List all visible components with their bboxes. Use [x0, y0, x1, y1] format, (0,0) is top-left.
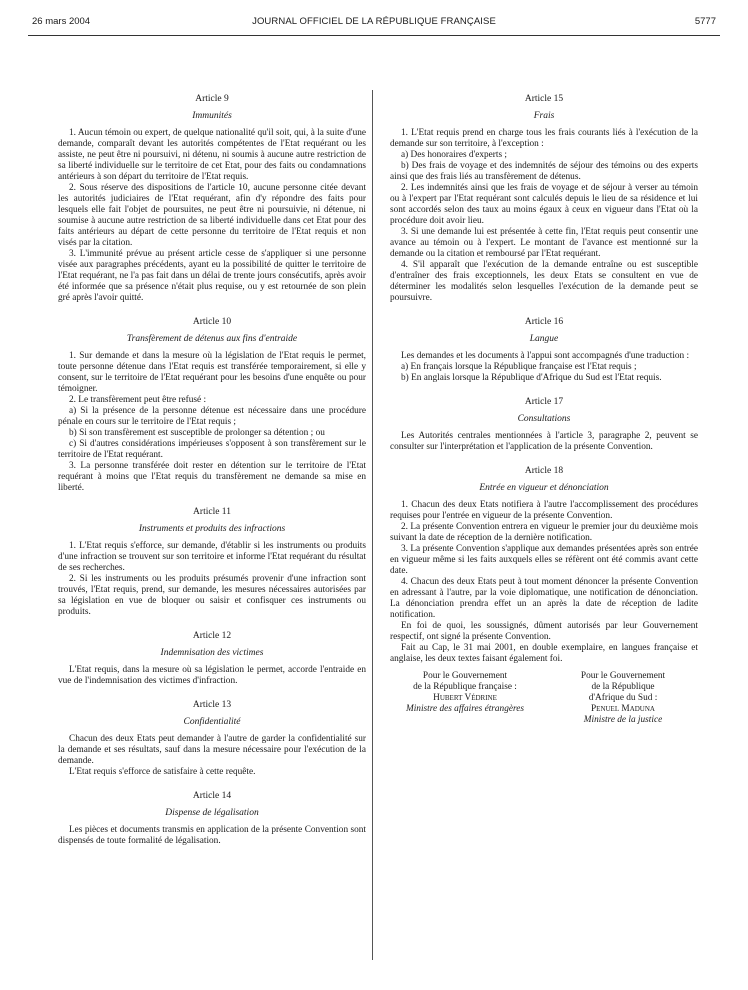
paragraph: b) En anglais lorsque la République d'Afrique du Sud est l'Etat requis. — [401, 373, 662, 383]
paragraph: b) Si son transfèrement est susceptible de prolonger sa détention ; ou — [69, 428, 325, 438]
article-subtitle: Immunités — [192, 111, 232, 121]
article-subtitle: Langue — [529, 334, 559, 344]
article-10 — [58, 317, 366, 494]
header-rule — [28, 35, 720, 36]
page-number: 5777 — [694, 16, 716, 27]
article-16 — [390, 317, 698, 384]
paragraph: 1. L'Etat requis prend en charge tous les frais courants liés à l'exécution de la demande sur son territoire, à l'exception : — [390, 128, 698, 149]
article-subtitle: Transfèrement de détenus aux fins d'entraide — [126, 334, 298, 344]
paragraph: 1. L'Etat requis s'efforce, sur demande, d'établir si les instruments ou produits d'une infraction se trouvent sur son territoire et informe l'Etat requérant du résultat de ses recherches. — [58, 541, 366, 573]
article-11 — [58, 507, 366, 618]
article-heading: Article 13 — [192, 700, 232, 710]
article-subtitle: Instruments et produits des infractions — [138, 524, 286, 534]
paragraph: a) Des honoraires d'experts ; — [401, 150, 507, 160]
article-12 — [58, 631, 366, 687]
paragraph: b) Des frais de voyage et des indemnités de séjour des témoins ou des experts ainsi que des frais liés au transfèrement de détenus. — [390, 161, 698, 182]
paragraph: Chacun des deux Etats peut demander à l'autre de garder la confidentialité sur la demande et ses résultats, sauf dans la mesure nécessaire pour l'exécution de la demande. — [58, 734, 366, 766]
article-subtitle: Confidentialité — [183, 717, 241, 727]
paragraph: 1. Aucun témoin ou expert, de quelque nationalité qu'il soit, qui, à la suite d'une demande, comparaît devant les autorités compétentes de l'Etat requérant ou les assiste, ne peut être ni poursuivi, ni détenu, ni soumis à aucune autre restriction de sa liberté individuelle sur le territoire de cet Etat, pour des faits ou condamnations antérieurs à son départ du territoire de l'Etat requis. — [58, 128, 366, 182]
paragraph: c) Si d'autres considérations impérieuses s'opposent à son transfèrement sur le territoire de l'Etat requérant. — [58, 439, 366, 460]
paragraph: 4. Chacun des deux Etats peut à tout moment dénoncer la présente Convention en adressant à l'autre, par la voie diplomatique, une notification de dénonciation. La dénonciation prendra effet un an après la date de réception de ladite notification. — [390, 577, 698, 620]
page-header — [32, 16, 716, 30]
paragraph: En foi de quoi, les soussignés, dûment autorisés par leur Gouvernement respectif, ont signé la présente Convention. — [390, 621, 698, 642]
signature-line: Pour le Gouvernement — [422, 671, 508, 681]
signatory-name: Penuel Maduna — [591, 704, 655, 714]
article-subtitle: Frais — [533, 111, 555, 121]
header-date: 26 mars 2004 — [32, 16, 91, 27]
paragraph: 3. La personne transférée doit rester en détention sur le territoire de l'Etat requérant à moins que l'Etat requis du transfèrement ne demande sa mise en liberté. — [58, 461, 366, 493]
article-9 — [58, 94, 366, 304]
signatures — [390, 671, 698, 726]
signatory-name: Hubert Védrine — [433, 693, 497, 703]
paragraph: 2. Si les instruments ou les produits présumés provenir d'une infraction sont trouvés, l'Etat requis, prend, sur demande, les mesures nécessaires autorisées par sa législation en vue de bloquer ou saisir et confisquer ces instruments ou produits. — [58, 574, 366, 617]
signature-france — [390, 671, 540, 726]
article-18 — [390, 466, 698, 665]
column-divider — [372, 90, 373, 960]
paragraph: L'Etat requis, dans la mesure où sa législation le permet, accorde l'entraide en vue de l'indemnisation des victimes d'infraction. — [58, 665, 366, 686]
paragraph: 2. La présente Convention entrera en vigueur le premier jour du deuxième mois suivant la date de réception de la dernière notification. — [390, 522, 698, 543]
article-heading: Article 10 — [192, 317, 232, 327]
paragraph: a) Si la présence de la personne détenue est nécessaire dans une procédure pénale en cours sur le territoire de l'Etat requis ; — [58, 406, 366, 427]
journal-title: JOURNAL OFFICIEL DE LA RÉPUBLIQUE FRANÇAISE — [252, 16, 496, 27]
article-subtitle: Dispense de légalisation — [165, 808, 259, 818]
article-heading: Article 17 — [524, 397, 564, 407]
signature-south-africa — [548, 671, 698, 726]
signatory-title: Ministre de la justice — [583, 715, 663, 725]
paragraph: L'Etat requis s'efforce de satisfaire à cette requête. — [69, 767, 256, 777]
article-heading: Article 12 — [192, 631, 232, 641]
paragraph: 3. La présente Convention s'applique aux demandes présentées après son entrée en vigueur même si les faits auxquels elles se réfèrent ont été commis avant cette date. — [390, 544, 698, 576]
article-heading: Article 18 — [524, 466, 564, 476]
paragraph: 1. Sur demande et dans la mesure où la législation de l'Etat requis le permet, toute personne détenue dans l'Etat requis est transférée temporairement, si elle y consent, sur le territoire de l'Etat requérant pour les besoins d'une enquête ou pour témoigner. — [58, 351, 366, 394]
signatory-title: Ministre des affaires étrangères — [405, 704, 524, 714]
article-13 — [58, 700, 366, 778]
signature-line: de la République française : — [413, 682, 517, 692]
right-column — [390, 94, 698, 726]
article-heading: Article 15 — [524, 94, 564, 104]
paragraph: 3. Si une demande lui est présentée à cette fin, l'Etat requis peut consentir une avance au témoin ou à l'expert. Le montant de l'avance est mentionné sur la demande ou la citation et remboursé par l'Etat requérant. — [390, 227, 698, 259]
paragraph: a) En français lorsque la République française est l'Etat requis ; — [401, 362, 637, 372]
paragraph: 1. Chacun des deux Etats notifiera à l'autre l'accomplissement des procédures requises pour l'entrée en vigueur de la présente Convention. — [390, 500, 698, 521]
article-14 — [58, 791, 366, 847]
article-15 — [390, 94, 698, 304]
paragraph: Les demandes et les documents à l'appui sont accompagnés d'une traduction : — [401, 351, 690, 361]
paragraph: Les Autorités centrales mentionnées à l'article 3, paragraphe 2, peuvent se consulter sur l'interprétation et l'application de la présente Convention. — [390, 431, 698, 452]
article-heading: Article 16 — [524, 317, 564, 327]
article-heading: Article 9 — [195, 94, 229, 104]
paragraph: 4. S'il apparaît que l'exécution de la demande entraîne ou est susceptible d'entraîner des frais exceptionnels, les deux Etats se consultent en vue de déterminer les modalités selon lesquelles l'exécution de la demande peut se poursuivre. — [390, 260, 698, 303]
signature-line: d'Afrique du Sud : — [588, 693, 658, 703]
article-heading: Article 14 — [192, 791, 232, 801]
article-17 — [390, 397, 698, 453]
paragraph: 3. L'immunité prévue au présent article cesse de s'appliquer si une personne visée aux paragraphes précédents, ayant eu la possibilité de quitter le territoire de l'Etat requérant, ne l'a pas fait dans un délai de trente jours consécutifs, après avoir été informée que sa présence n'était plus requise, ou y est retournée de son plein gré après l'avoir quitté. — [58, 249, 366, 303]
paragraph: 2. Les indemnités ainsi que les frais de voyage et de séjour à verser au témoin ou à l'expert par l'Etat requérant sont calculés depuis le lieu de sa résidence et lui sont accordés selon des taux au moins égaux à ceux en vigueur dans l'Etat où la procédure doit avoir lieu. — [390, 183, 698, 226]
signature-line: Pour le Gouvernement — [580, 671, 666, 681]
paragraph: 2. Le transfèrement peut être refusé : — [69, 395, 207, 405]
paragraph: Les pièces et documents transmis en application de la présente Convention sont dispensés de toute formalité de légalisation. — [58, 825, 366, 846]
article-heading: Article 11 — [193, 507, 231, 517]
left-column — [58, 94, 366, 847]
paragraph: 2. Sous réserve des dispositions de l'article 10, aucune personne citée devant les autorités judiciaires de l'Etat requérant, afin d'y répondre des faits pour lesquels elle fait l'objet de poursuites, ne peut être ni poursuivie, ni détenue, ni soumise à aucune autre restriction de sa liberté individuelle dans cet Etat pour des faits antérieurs au départ de cette personne du territoire de l'Etat requis et non visés par la citation. — [58, 183, 366, 248]
paragraph: Fait au Cap, le 31 mai 2001, en double exemplaire, en langues française et anglaise, les deux textes faisant également foi. — [390, 643, 698, 664]
article-subtitle: Entrée en vigueur et dénonciation — [479, 483, 609, 493]
article-subtitle: Consultations — [517, 414, 571, 424]
signature-line: de la République — [591, 682, 655, 692]
article-subtitle: Indemnisation des victimes — [160, 648, 264, 658]
